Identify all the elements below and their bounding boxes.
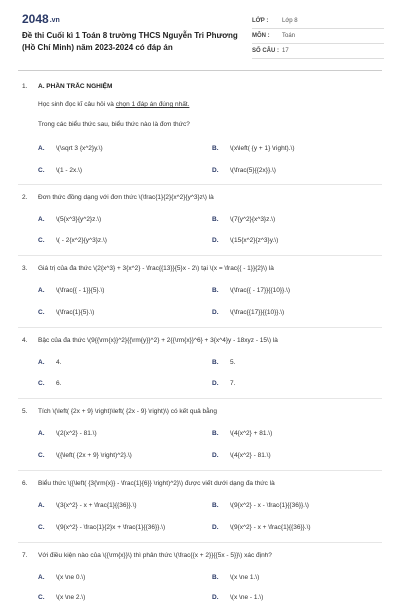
option-text: \(\frac{{ - 17}}{{10}}.\) [230, 287, 290, 294]
option-d[interactable] [212, 236, 278, 245]
question-divider [18, 327, 382, 328]
meta-label: LỚP : [252, 18, 269, 24]
question-number: 5. [22, 408, 28, 415]
option-text: \(\frac{{17}}{{10}}.\) [230, 309, 285, 316]
option-text: \(7{y^2}{x^3}z.\) [230, 216, 276, 223]
option-letter: C. [38, 452, 45, 459]
instruction-underlined: chọn 1 đáp án đúng nhất. [115, 101, 190, 108]
option-a[interactable] [38, 358, 61, 367]
option-text: \(1 - 2x.\) [56, 167, 83, 174]
option-b[interactable] [212, 358, 235, 367]
meta-value: Toán [282, 33, 296, 39]
site-logo[interactable] [22, 12, 60, 26]
option-letter: C. [38, 594, 45, 601]
meta-row-class [252, 14, 384, 29]
option-b[interactable] [212, 215, 275, 224]
option-a[interactable] [38, 144, 103, 153]
option-b[interactable] [212, 144, 294, 153]
option-d[interactable] [212, 379, 235, 388]
option-letter: A. [38, 502, 45, 509]
option-text: \(4{x^2} + 81.\) [230, 430, 273, 437]
question-number: 1. [22, 83, 28, 90]
option-c[interactable] [38, 593, 85, 602]
option-letter: D. [212, 452, 219, 459]
option-letter: A. [38, 216, 45, 223]
question-text: Trong các biểu thức sau, biểu thức nào là đơn thức? [38, 121, 190, 128]
question-divider [18, 470, 382, 471]
option-b[interactable] [212, 501, 309, 510]
meta-row-subject [252, 29, 384, 44]
question-text: Bậc của đa thức \(9{{\rm{x}}^2}{{\rm{y}}^2} + 2{{\rm{x}}^6} + 3{x^4}y - 18xyz - 15\) là [38, 337, 278, 344]
option-letter: A. [38, 430, 45, 437]
option-c[interactable] [38, 308, 94, 317]
option-text: \( - 2{x^2}{y^3}z.\) [56, 237, 107, 244]
option-letter: B. [212, 502, 219, 509]
option-a[interactable] [38, 573, 85, 582]
question-divider [18, 398, 382, 399]
logo-text: 2048 [22, 12, 49, 26]
option-letter: C. [38, 309, 45, 316]
meta-label: MÔN : [252, 33, 270, 39]
option-letter: C. [38, 237, 45, 244]
option-b[interactable] [212, 573, 259, 582]
meta-panel [252, 14, 384, 59]
instruction-prefix: Học sinh đọc kĩ câu hỏi và [38, 101, 116, 108]
option-text: \(x \ne 2.\) [56, 594, 86, 601]
option-text: \(\frac{5}{{2x}}.\) [230, 167, 276, 174]
option-letter: B. [212, 145, 219, 152]
option-letter: C. [38, 167, 45, 174]
option-text: \(2{x^2} - 81.\) [56, 430, 97, 437]
option-text: \(\frac{{ - 1}}{5}.\) [56, 287, 105, 294]
option-text: 6. [56, 380, 62, 387]
option-letter: D. [212, 380, 219, 387]
option-letter: C. [38, 380, 45, 387]
option-c[interactable] [38, 236, 107, 245]
question-number: 2. [22, 194, 28, 201]
option-letter: B. [212, 216, 219, 223]
option-text: \(\sqrt 3 {x^2}y.\) [56, 145, 103, 152]
option-text: \(\frac{1}{5}.\) [56, 309, 95, 316]
option-c[interactable] [38, 166, 82, 175]
question-number: 4. [22, 337, 28, 344]
meta-row-count [252, 44, 384, 59]
option-letter: B. [212, 287, 219, 294]
question-text: Đơn thức đồng dạng với đơn thức \(\frac{1}{2}{x^2}{y^3}z\) là [38, 194, 214, 201]
instruction-text [38, 100, 388, 109]
question-number: 6. [22, 480, 28, 487]
question-text: Với điều kiện nào của \({\rm{x}}\) thì phân thức \(\frac{{x + 2}}{{5x - 5}}\) xác định? [38, 552, 272, 559]
option-text: \(9{x^2} - \frac{1}{2}x + \frac{1}{{36}}.\) [56, 524, 166, 531]
option-text: \(3{x^2} - x + \frac{1}{{36}}.\) [56, 502, 137, 509]
question-text: Tích \(\left( {2x + 9} \right)\left( {2x - 9} \right)\) có kết quả bằng [38, 408, 218, 415]
option-c[interactable] [38, 379, 61, 388]
option-d[interactable] [212, 451, 271, 460]
option-text: \(15{x^2}{z^3}y.\) [230, 237, 279, 244]
meta-label: SỐ CÂU : [252, 48, 279, 54]
option-text: \(9{x^2} - x + \frac{1}{{36}}.\) [230, 524, 311, 531]
option-a[interactable] [38, 429, 97, 438]
option-text: 5. [230, 359, 236, 366]
question-divider [18, 542, 382, 543]
option-text: \({\left( {2x + 9} \right)^2}.\) [56, 452, 132, 459]
option-text: \(4{x^2} - 81.\) [230, 452, 271, 459]
option-c[interactable] [38, 451, 132, 460]
option-a[interactable] [38, 286, 104, 295]
question-text: Giá trị của đa thức \(2{x^3} + 3{x^2} - \frac{{13}}{5}x - 2\) tại \(x = \frac{{ - 1}}{2}\) là [38, 265, 274, 272]
option-d[interactable] [212, 523, 311, 532]
question-1 [22, 82, 382, 174]
question-divider [18, 255, 382, 256]
option-letter: A. [38, 574, 45, 581]
option-b[interactable] [212, 286, 290, 295]
question-text: Biểu thức \({\left( {3{\rm{x}} - \frac{1}{6}} \right)^2}\) được viết dưới dạng đa thức là [38, 480, 275, 487]
option-letter: A. [38, 287, 45, 294]
option-c[interactable] [38, 523, 165, 532]
question-number: 3. [22, 265, 28, 272]
option-text: \(x \ne - 1.\) [230, 594, 264, 601]
header [0, 0, 400, 66]
section-title: A. PHẦN TRẮC NGHIỆM [38, 83, 113, 90]
meta-value: 17 [282, 48, 289, 54]
option-text: \(5{x^3}{y^2}z.\) [56, 216, 102, 223]
option-text: \(9{x^2} - x - \frac{1}{{36}}.\) [230, 502, 309, 509]
option-text: \(x\left( {y + 1} \right).\) [230, 145, 295, 152]
option-d[interactable] [212, 308, 284, 317]
option-letter: D. [212, 237, 219, 244]
option-text: \(x \ne 1.\) [230, 574, 260, 581]
option-letter: D. [212, 524, 219, 531]
option-text: 4. [56, 359, 62, 366]
option-letter: C. [38, 524, 45, 531]
option-text: 7. [230, 380, 236, 387]
option-d[interactable] [212, 166, 276, 175]
option-letter: B. [212, 359, 219, 366]
header-divider [18, 70, 382, 71]
option-letter: A. [38, 359, 45, 366]
option-a[interactable] [38, 501, 137, 510]
option-letter: B. [212, 430, 219, 437]
question-divider [18, 184, 382, 185]
option-letter: A. [38, 145, 45, 152]
page-title: Đề thi Cuối kì 1 Toán 8 trường THCS Nguyễn Tri Phương (Hồ Chí Minh) năm 2023-2024 có đáp án [22, 31, 238, 52]
option-letter: D. [212, 309, 219, 316]
option-letter: D. [212, 594, 219, 601]
option-text: \(x \ne 0.\) [56, 574, 86, 581]
logo-suffix: .vn [49, 17, 60, 24]
meta-value: Lớp 8 [282, 18, 298, 24]
option-a[interactable] [38, 215, 101, 224]
question-number: 7. [22, 552, 28, 559]
option-b[interactable] [212, 429, 272, 438]
option-letter: B. [212, 574, 219, 581]
option-letter: D. [212, 167, 219, 174]
option-d[interactable] [212, 593, 263, 602]
